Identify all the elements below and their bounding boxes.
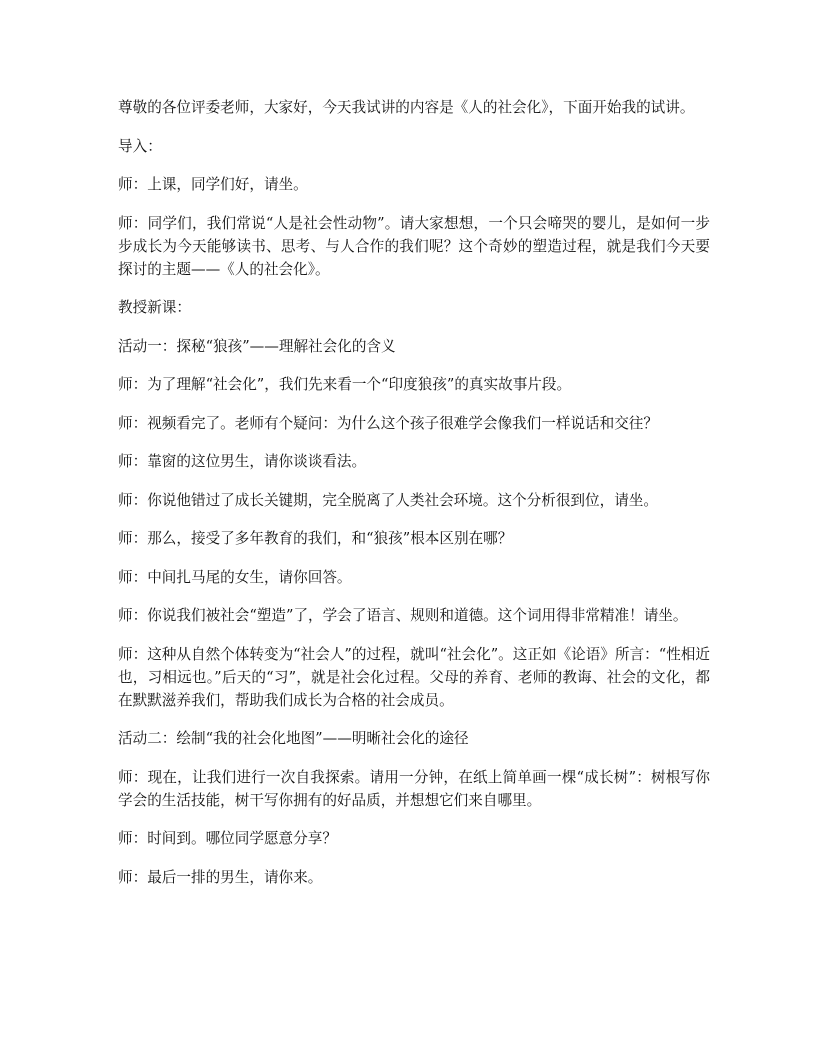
activity-heading-1: 活动一：探秘“狼孩”——理解社会化的含义	[118, 337, 396, 355]
dialogue-line: 师：中间扎马尾的女生，请你回答。	[118, 568, 352, 586]
dialogue-line: 师：为了理解“社会化”，我们先来看一个“印度狼孩”的真实故事片段。	[118, 376, 572, 393]
dialogue-line: 师：视频看完了。老师有个疑问：为什么这个孩子很难学会像我们一样说话和交往？	[118, 414, 658, 432]
dialogue-line: 师：同学们，我们常说“人是社会性动物”。请大家想想，一个只会啼哭的婴儿，是如何一步步成长为今天能够读书、思考、与人合作的我们呢？这个奇妙的塑造过程，就是我们今天要探讨的主题——《人的社会化》。	[118, 214, 710, 278]
dialogue-line: 师：最后一排的男生，请你来。	[118, 868, 323, 886]
dialogue-line: 师：上课，同学们好，请坐。	[118, 176, 308, 193]
document-page	[118, 96, 710, 904]
dialogue-line: 师：时间到。哪位同学愿意分享？	[118, 830, 337, 847]
dialogue-line: 师：现在，让我们进行一次自我探索。请用一分钟，在纸上简单画一棵“成长树”：树根写你学会的生活技能，树干写你拥有的好品质，并想想它们来自哪里。	[118, 768, 710, 809]
activity-heading-2: 活动二：绘制“我的社会化地图”——明晰社会化的途径	[118, 730, 469, 747]
dialogue-line: 师：那么，接受了多年教育的我们，和“狼孩”根本区别在哪？	[118, 530, 513, 547]
dialogue-line: 师：你说他错过了成长关键期，完全脱离了人类社会环境。这个分析很到位，请坐。	[118, 491, 658, 509]
dialogue-line: 师：靠窗的这位男生，请你谈谈看法。	[118, 453, 367, 470]
dialogue-line: 师：这种从自然个体转变为“社会人”的过程，就叫“社会化”。这正如《论语》所言：“性相近也，习相远也。”后天的“习”，就是社会化过程。父母的养育、老师的教诲、社会的文化，都在默默滋养我们，帮助我们成长为合格的社会成员。	[118, 645, 710, 709]
section-heading-intro: 导入：	[118, 137, 162, 155]
dialogue-line: 师：你说我们被社会“塑造”了，学会了语言、规则和道德。这个词用得非常精准！请坐。	[118, 607, 688, 624]
opening-greeting: 尊敬的各位评委老师，大家好，今天我试讲的内容是《人的社会化》，下面开始我的试讲。	[118, 99, 695, 116]
section-heading-new-lesson: 教授新课：	[118, 299, 191, 316]
